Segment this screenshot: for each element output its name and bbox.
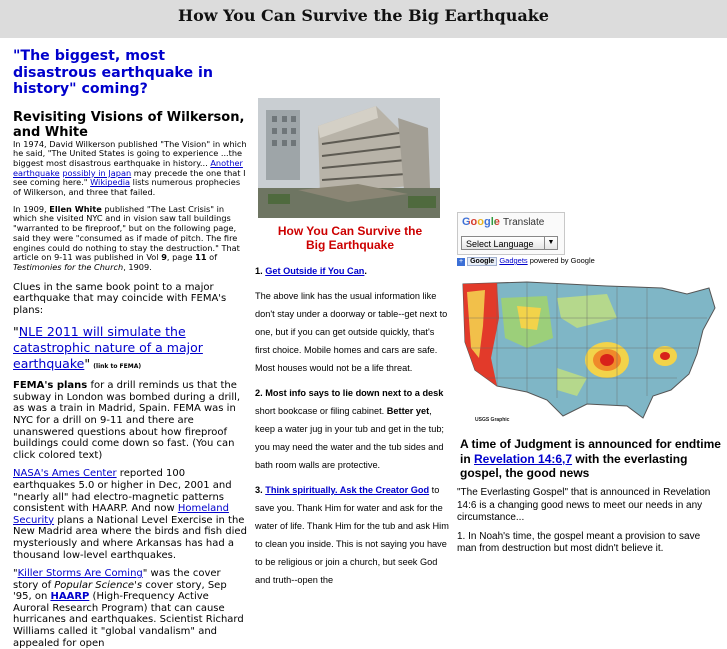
- text: may precede the one that I see coming here.": [13, 167, 246, 188]
- possibly-in-japan-link[interactable]: possibly in Japan: [62, 167, 132, 178]
- usgs-hazard-map: [457, 278, 719, 428]
- text: of: [206, 252, 218, 263]
- left-column: [13, 48, 247, 649]
- wikipedia-link[interactable]: Wikipedia: [90, 177, 131, 188]
- text: 1. In Noah's time, the gospel meant a provision to save man from destruction but most didn't believe it.: [457, 530, 701, 555]
- text: powered by Google: [527, 256, 595, 265]
- text: In 1909,: [13, 203, 50, 214]
- gadgets-powered-by: [457, 256, 595, 266]
- collapsed-building-photo: [258, 98, 440, 218]
- page-banner: [0, 0, 727, 38]
- paragraph-wilkerson: [13, 140, 247, 198]
- text: Better yet: [386, 406, 430, 416]
- text: 1.: [255, 266, 266, 276]
- text: Popular Science's: [54, 579, 143, 591]
- text: 9: [161, 252, 167, 263]
- everlasting-gospel-text: [457, 487, 719, 556]
- gadgets-link[interactable]: Gadgets: [499, 256, 528, 265]
- text: .: [364, 266, 367, 276]
- paragraph-ellen-white: [13, 205, 247, 273]
- text: lists numerous prophecies of Wilkerson, and three that failed.: [13, 177, 241, 198]
- section-heading-visions: Revisiting Visions of Wilkerson, and White: [13, 109, 245, 140]
- text: ": [13, 568, 18, 580]
- nle-2011-link[interactable]: NLE 2011 will simulate the catastrophic nature of a major earthquake: [13, 324, 203, 371]
- text: ": [84, 355, 91, 371]
- text: ": [13, 324, 19, 340]
- text: plans a National Level Exercise in the New Madrid area where the birds and fish died mysteriously and where Arkansas has had a thousand low-level earthquakes.: [13, 514, 247, 561]
- chevron-down-icon: ▼: [544, 237, 557, 249]
- tip-3-text: [255, 481, 450, 589]
- text: cover story, Sep '95, on: [13, 579, 227, 603]
- text: (High-Frequency Active Auroral Research Program) that can cause hurricanes and earthquakes. Scientist Richard Williams called it "global vandalism" and appealed for open: [13, 591, 244, 649]
- text: Testimonies for the Church: [13, 261, 124, 272]
- text: with the everlasting gospel, the good news: [460, 451, 688, 480]
- text: 2. Most info says to lie down next to a desk: [255, 388, 444, 398]
- tip-1-heading: [255, 262, 450, 280]
- text: Select Language: [466, 239, 534, 249]
- killer-storms-link[interactable]: Killer Storms Are Coming: [17, 568, 143, 580]
- paragraph-haarp: [13, 568, 247, 649]
- get-outside-link[interactable]: Get Outside if You Can: [265, 266, 365, 276]
- paragraph-fema: [13, 380, 247, 461]
- haarp-link[interactable]: HAARP: [50, 591, 90, 603]
- map-caption: USGS Graphic: [475, 417, 510, 423]
- text: Ellen White: [49, 203, 102, 214]
- text: published "The Last Crisis" in which she visited NYC and in vision saw tall buildings "warranted to be fireproof," but on the following page, said they were "consumed as if made of pitch. The fire engines could do nothing to stay the destruction." That article on 9-11 was published in Vol: [13, 203, 240, 263]
- text: In 1974, David Wilkerson published "The Vision" in which he said, "The United States is going to experience ...the biggest most disastrous earthquake in history...: [13, 138, 247, 168]
- revelation-link[interactable]: Revelation 14:6,7: [474, 451, 573, 466]
- text: to save you. Thank Him for water and ask for the water of life. Thank Him for the tub and ask Him to clean you inside. This is not saying you have to be religious or join a church, but seek God and truth--open the: [255, 485, 449, 585]
- judgment-heading: [460, 437, 722, 481]
- text: reported 100 earthquakes 5.0 or higher in Dec, 2001 and "nearly all" had electro-magnetic patterns consistent with HAARP. And now: [13, 468, 232, 515]
- survival-tips: [255, 262, 450, 589]
- select-language-dropdown[interactable]: [461, 236, 558, 250]
- tip-1-text: The above link has the usual information like don't stay under a doorway or table--get next to one, but if you can get outside quickly, that's first choice. Mobile homes and cars are safe. Most houses would not be a life threat.: [255, 291, 448, 373]
- google-gadgets-logo: Google: [467, 257, 497, 266]
- another-earthquake-link[interactable]: Another earthquake: [13, 157, 243, 178]
- text: FEMA's plans: [13, 380, 88, 392]
- nle-paragraph: [13, 324, 247, 372]
- translate-label: Translate: [503, 217, 545, 228]
- us-map-illustration: [457, 278, 719, 428]
- text: , keep a water jug in your tub and get in the tub; you may need the water and the tub sides and bath room walls are protective.: [255, 406, 444, 470]
- tip-2-text: [255, 384, 450, 474]
- building-illustration: [258, 98, 440, 218]
- think-spiritually-link[interactable]: Think spiritually. Ask the Creator God: [265, 485, 430, 495]
- text: for a drill reminds us that the subway in London was bombed during a drill, as was a train in Madrid, Spain. FEMA was in NYC for a drill on 9-11 and there are unanswered questions about how fireproof buildings could come down so fast. (You can click colored text): [13, 380, 241, 461]
- headline-link[interactable]: "The biggest, most disastrous earthquake in history" coming?: [13, 48, 213, 97]
- text: 3.: [255, 485, 266, 495]
- text: 11: [195, 252, 207, 263]
- paragraph-clues: Clues in the same book point to a major earthquake that may coincide with FEMA's plans:: [13, 281, 227, 316]
- text: " was the cover story of: [13, 568, 221, 591]
- text: Google: [462, 216, 500, 228]
- text: "The Everlasting Gospel" that is announced in Revelation 14:6 is a changing good news to meet our needs in any circumstance...: [457, 487, 711, 524]
- text: A time of Judgment is announced for endtime in: [460, 437, 721, 466]
- google-translate-widget: [457, 212, 565, 255]
- middle-title: How You Can Survive the Big Earthquake: [277, 224, 423, 252]
- text: , page: [166, 252, 196, 263]
- google-logo: [462, 216, 500, 228]
- text: short bookcase or filing cabinet.: [255, 406, 387, 416]
- fema-link-note: (link to FEMA): [93, 362, 142, 370]
- nasa-ames-link[interactable]: NASA's Ames Center: [13, 468, 117, 480]
- page-title: How You Can Survive the Big Earthquake: [178, 6, 549, 25]
- homeland-security-link[interactable]: Homeland Security: [13, 503, 229, 526]
- plus-icon: +: [458, 258, 464, 265]
- text: , 1909.: [123, 261, 152, 272]
- paragraph-nasa: [13, 468, 247, 561]
